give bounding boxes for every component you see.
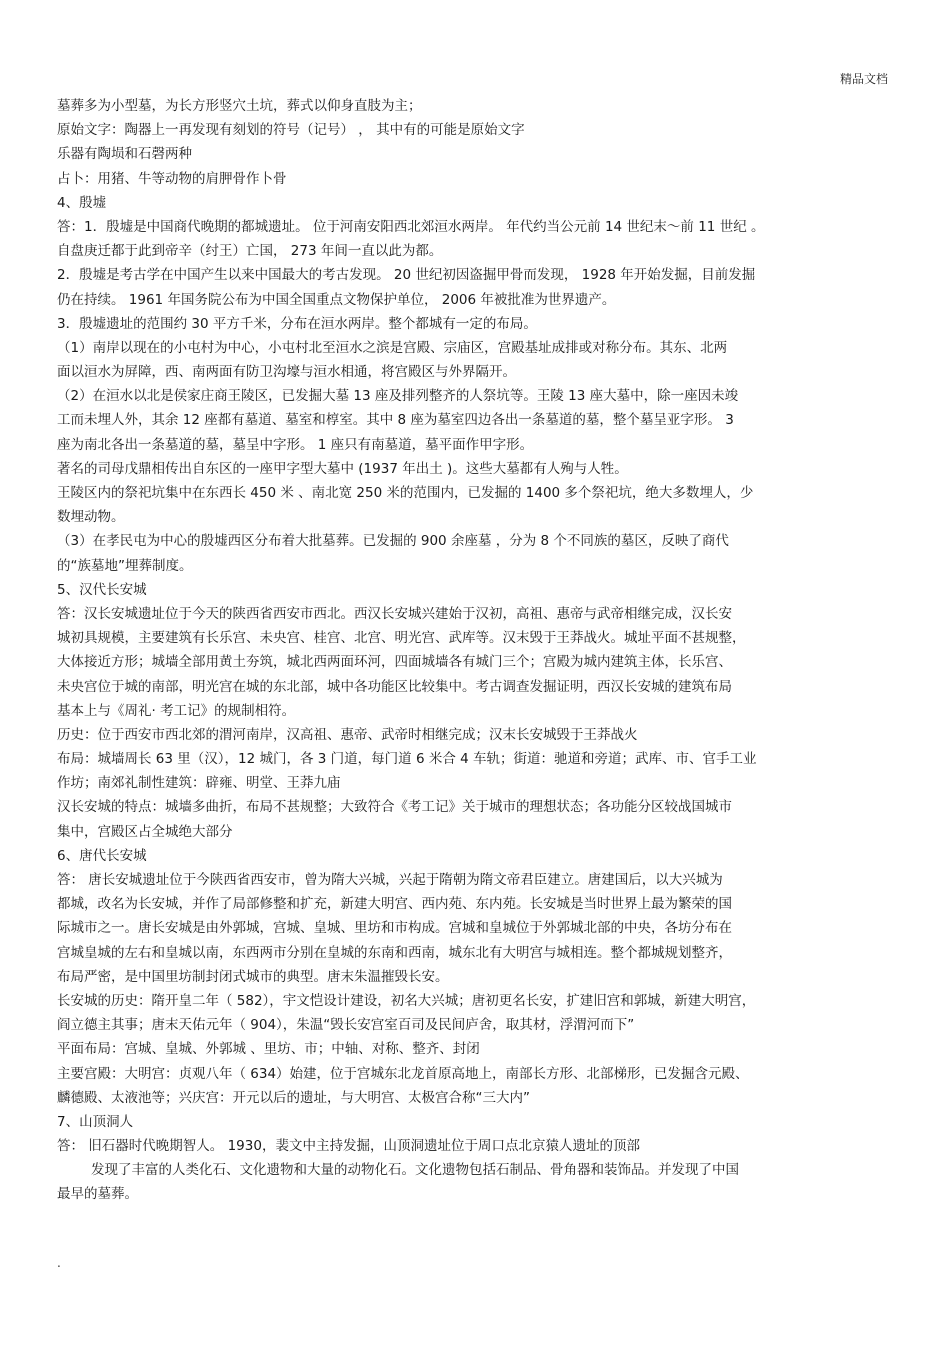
text-line: 面以洹水为屏障，西、南两面有防卫沟壕与洹水相通，将宫殿区与外界隔开。 — [57, 364, 516, 381]
text-line: 答：1．殷墟是中国商代晚期的都城遗址。 位于河南安阳西北郊洹水两岸。 年代约当公元前 14 世纪末～前 11 世纪 。 — [57, 218, 765, 235]
text-line: 墓葬多为小型墓，为长方形竖穴土坑，葬式以仰身直肢为主； — [57, 98, 422, 114]
section-heading: 4、殷墟 — [57, 194, 107, 211]
text-line: （1）南岸以现在的小屯村为中心，小屯村北至洹水之滨是宫殿、宗庙区，宫殿基址成排或对称分布。其东、北两 — [57, 339, 728, 356]
text-line: 原始文字：陶器上一再发现有刻划的符号（记号） ， 其中有的可能是原始文字 — [57, 122, 525, 139]
text-line: （2）在洹水以北是侯家庄商王陵区，已发掘大墓 13 座及排列整齐的人祭坑等。王陵 13 座大墓中，除一座因未竣 — [57, 388, 739, 405]
text-line: 历史：位于西安市西北郊的渭河南岸，汉高祖、惠帝、武帝时相继完成；汉末长安城毁于王莽战火 — [57, 726, 638, 743]
text-line: 乐器有陶埙和石磬两种 — [57, 146, 192, 163]
text-line: 的“族墓地”埋葬制度。 — [57, 557, 193, 574]
text-line: 城初具规模，主要建筑有长乐宫、未央宫、桂宫、北宫、明光宫、武库等。汉末毁于王莽战火。城址平面不甚规整， — [57, 630, 746, 647]
section-heading: 5、汉代长安城 — [57, 581, 147, 598]
text-line: 占卜：用猪、牛等动物的肩胛骨作卜骨 — [57, 170, 287, 187]
text-line: 未央宫位于城的南部，明光宫在城的东北部，城中各功能区比较集中。考古调查发掘证明，西汉长安城的建筑布局 — [57, 678, 732, 695]
text-line: 答： 唐长安城遗址位于今陕西省西安市，曾为隋大兴城，兴起于隋朝为隋文帝君臣建立。唐建国后，以大兴城为 — [57, 872, 723, 888]
text-line: 际城市之一。唐长安城是由外郭城，宫城、皇城、里坊和市构成。宫城和皇城位于外郭城北部的中央，各坊分布在 — [57, 920, 732, 937]
text-line: 王陵区内的祭祀坑集中在东西长 450 米 、南北宽 250 米的范围内，已发掘的 1400 多个祭祀坑，绝大多数埋人，少 — [57, 485, 754, 501]
text-line: 最早的墓葬。 — [57, 1186, 138, 1203]
section-heading: 6、唐代长安城 — [57, 847, 147, 864]
text-line: 数埋动物。 — [57, 509, 125, 526]
text-line: 麟德殿、太液池等；兴庆宫：开元以后的遗址，与大明宫、太极宫合称“三大内” — [57, 1089, 530, 1106]
text-line: 宫城皇城的左右和皇城以南，东西两市分别在皇城的东南和西南，城东北有大明宫与城相连。整个都城规划整齐， — [57, 944, 732, 961]
text-line: 2．殷墟是考古学在中国产生以来中国最大的考古发现。 20 世纪初因盗掘甲骨而发现， 1928 年开始发掘，目前发掘 — [57, 267, 756, 284]
text-line: （3）在孝民屯为中心的殷墟西区分布着大批墓葬。已发掘的 900 余座墓 ，分为 8 个不同族的墓区，反映了商代 — [57, 533, 729, 550]
text-line: 答： 旧石器时代晚期智人。 1930，裴文中主持发掘，山顶洞遗址位于周口点北京猿人遗址的顶部 — [57, 1138, 640, 1155]
text-line: 工而未埋人外，其余 12 座都有墓道、墓室和椁室。其中 8 座为墓室四边各出一条墓道的墓，整个墓呈亚字形。 3 — [57, 412, 734, 429]
page-header: 精品文档 — [839, 72, 888, 86]
text-line: 汉长安城的特点：城墙多曲折，布局不甚规整；大致符合《考工记》关于城市的理想状态；各功能分区较战国城市 — [57, 799, 732, 816]
text-line: 基本上与《周礼· 考工记》的规制相符。 — [57, 702, 296, 719]
text-line: 发现了丰富的人类化石、文化遗物和大量的动物化石。文化遗物包括石制品、骨角器和装饰品。并发现了中国 — [91, 1162, 739, 1179]
text-line: 阎立德主其事；唐末天佑元年（ 904），朱温“毁长安宫室百司及民间庐舍，取其材，浮渭河而下” — [57, 1017, 635, 1034]
page-footer-mark: . — [57, 1256, 61, 1270]
text-line: 自盘庚迁都于此到帝辛（纣王）亡国， 273 年间一直以此为都。 — [57, 243, 443, 260]
text-line: 平面布局：宫城、皇城、外郭城 、里坊、市；中轴、对称、整齐、封闭 — [57, 1041, 480, 1058]
text-line: 仍在持续。 1961 年国务院公布为中国全国重点文物保护单位， 2006 年被批准为世界遗产。 — [57, 291, 616, 308]
text-line: 大体接近方形；城墙全部用黄土夯筑，城北西两面环河，四面城墙各有城门三个；宫殿为城内建筑主体，长乐宫、 — [57, 654, 732, 671]
text-line: 都城，改名为长安城，并作了局部修整和扩充，新建大明宫、西内苑、东内苑。长安城是当时世界上最为繁荣的国 — [57, 896, 732, 913]
text-line: 著名的司母戊鼎相传出自东区的一座甲字型大墓中 (1937 年出土 )。这些大墓都有人殉与人牲。 — [57, 460, 628, 477]
document-body — [57, 94, 902, 1207]
text-line: 布局严密，是中国里坊制封闭式城市的典型。唐末朱温摧毁长安。 — [57, 968, 449, 985]
text-line: 主要宫殿：大明宫：贞观八年（ 634）始建，位于宫城东北龙首原高地上，南部长方形、北部梯形，已发掘含元殿、 — [57, 1065, 749, 1082]
section-heading: 7、山顶洞人 — [57, 1113, 134, 1130]
text-line: 集中，宫殿区占全城绝大部分 — [57, 823, 233, 840]
text-line: 座为南北各出一条墓道的墓，墓呈中字形。 1 座只有南墓道，墓平面作甲字形。 — [57, 436, 534, 453]
text-line: 长安城的历史：隋开皇二年（ 582），宇文恺设计建设，初名大兴城；唐初更名长安，扩建旧宫和郭城，新建大明宫， — [57, 992, 756, 1009]
text-line: 作坊；南郊礼制性建筑：辟雍、明堂、王莽九庙 — [57, 775, 341, 792]
text-line: 3．殷墟遗址的范围约 30 平方千米，分布在洹水两岸。整个都城有一定的布局。 — [57, 315, 537, 332]
text-line: 布局：城墙周长 63 里（汉），12 城门，各 3 门道，每门道 6 米合 4 车轨；街道：驰道和旁道；武库、市、官手工业 — [57, 751, 757, 768]
text-line: 答：汉长安城遗址位于今天的陕西省西安市西北。西汉长安城兴建始于汉初，高祖、惠帝与武帝相继完成，汉长安 — [57, 605, 732, 622]
